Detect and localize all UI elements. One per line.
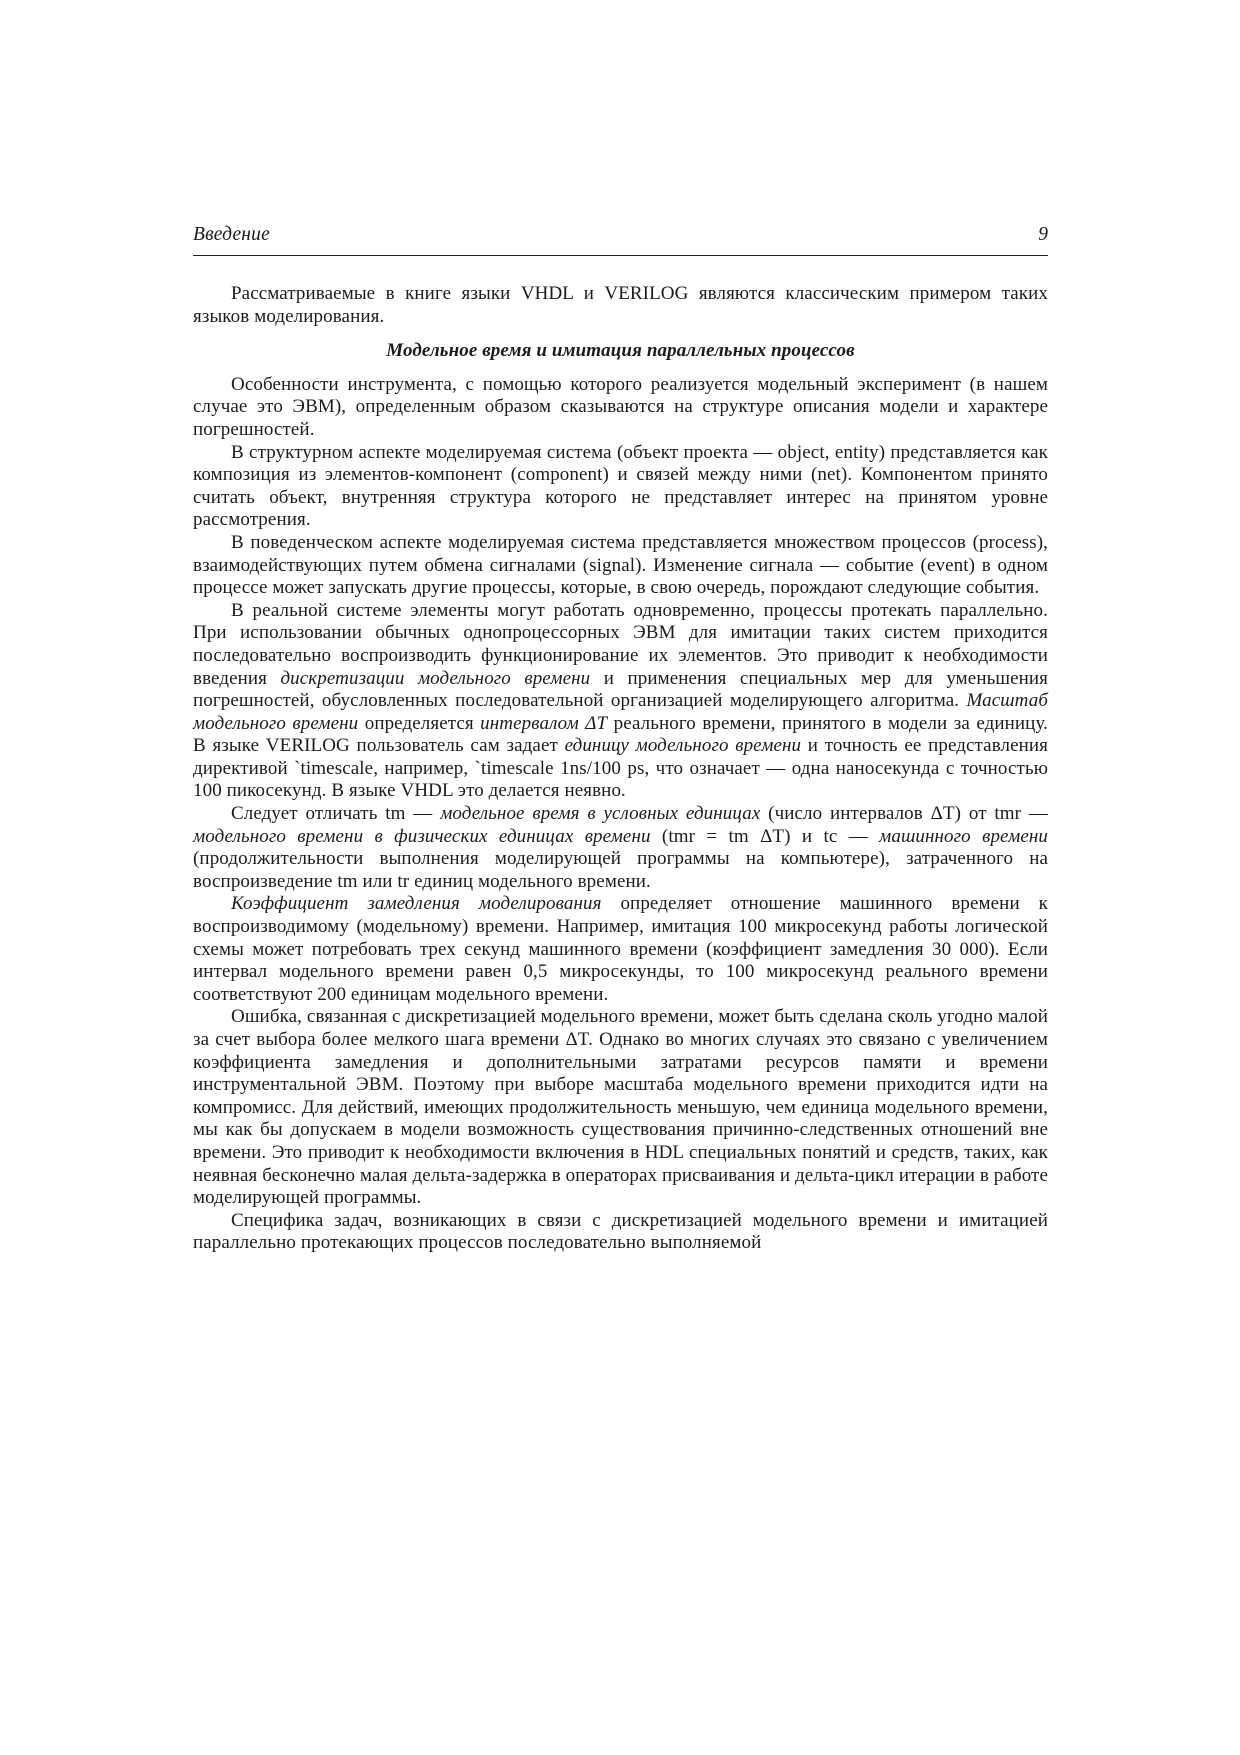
text-run: В поведенческом аспекте моделируемая система представляется множеством процессов (process), взаимодействующих путем обмена сигналами (signal). Изменение сигнала — событие (event) в одном процессе может запускать другие процессы, которые, в свою очередь, порождают следующие события. [193, 531, 1048, 599]
page-number: 9 [1038, 224, 1048, 245]
text-run: Модельное время и имитация параллельных процессов [386, 340, 855, 362]
text-run: машинного времени [879, 825, 1048, 847]
text-run: определяет отношение машинного времени к воспроизводимому (модельному) времени. Например, имитация 100 микросекунд работы логической схемы может потребовать трех секунд машинного времени (коэффициент замедления 30 000). Если интервал модельного времени равен 0,5 микросекунды, то 100 микросекунд реального времени соответствуют 200 единицам модельного времени. [193, 893, 1048, 1005]
text-column [193, 283, 1048, 1255]
text-run: В реальной системе элементы могут работать одновременно, процессы протекать параллельно. При использовании обычных однопроцессорных ЭВМ для имитации таких систем приходится последовательно воспроизводить функционирование их элементов. Это приводит к необходимости введения [193, 599, 1048, 689]
text-run: Коэффициент замедления моделирования [231, 893, 602, 915]
paragraph [193, 442, 1048, 532]
paragraph [193, 1006, 1048, 1209]
text-run: и применения специальных мер для уменьшения погрешностей, обусловленных последовательной организацией моделирующего алгоритма. [193, 667, 1049, 712]
running-header-title: Введение [193, 224, 270, 245]
text-run: В структурном аспекте моделируемая система (объект проекта — object, entity) представляется как композиция из элементов-компонент (component) и связей между ними (net). Компонентом принято считать объект, внутренняя структура которого не представляет интерес на принятом уровне рассмотрения. [193, 441, 1048, 531]
text-run: Рассматриваемые в книге языки VHDL и VERILOG являются классическим примером таких языков моделирования. [193, 283, 1048, 327]
text-run: Масштаб модельного времени [193, 690, 1048, 734]
paragraph [193, 283, 1048, 328]
text-run: определяется [358, 712, 481, 734]
text-run: Следует отличать tm — [231, 803, 441, 825]
text-run: модельное время в условных единицах [440, 803, 761, 825]
text-run: единицу модельного времени [564, 735, 802, 757]
text-run: Особенности инструмента, с помощью которого реализуется модельный эксперимент (в нашем случае это ЭВМ), определенным образом сказываются на структуре описания модели и характере погрешностей. [193, 373, 1048, 440]
paragraph [193, 803, 1048, 893]
text-run: Специфика задач, возникающих в связи с дискретизацией модельного времени и имитацией параллельно протекающих процессов последовательно выполняемой [193, 1209, 1048, 1254]
text-run: (число интервалов ΔT) от tmr — [760, 803, 1048, 825]
paragraph [193, 374, 1048, 442]
text-run: дискретизации модельного времени [280, 667, 591, 689]
paragraph [193, 600, 1048, 803]
text-run: Ошибка, связанная с дискретизацией модельного времени, может быть сделана сколь угодно малой за счет выбора более мелкого шага времени ΔT. Однако во многих случаях это связано с увеличением коэффициента замедления и дополнительными затратами ресурсов памяти и времени инструментальной ЭВМ. Поэтому при выборе масштаба модельного времени приходится идти на компромисс. Для действий, имеющих продолжительность меньшую, чем единица модельного времени, мы как бы допускаем в модели возможность существования причинно-следственных отношений вне времени. Это приводит к необходимости включения в HDL специальных понятий и средств, таких, как неявная бесконечно малая дельта-задержка в операторах присваивания и дельта-цикл итерации в работе моделирующей программы. [193, 1006, 1048, 1209]
text-run: модельного времени в физических единицах времени [193, 825, 651, 847]
text-run: реального времени, принятого в модели за единицу. В языке VERILOG пользователь сам задает [193, 712, 1048, 757]
paragraph [193, 532, 1048, 600]
text-run: (tmr = tm ΔT) и tc — [650, 825, 880, 847]
text-run: и точность ее представления директивой `timescale, например, `timescale 1ns/100 ps, что означает — одна наносекунда с точностью 100 пикосекунд. В языке VHDL это делается неявно. [193, 735, 1049, 802]
paragraph [193, 893, 1048, 1006]
running-header [193, 224, 1048, 256]
text-run: (продолжительности выполнения моделирующей программы на компьютере), затраченного на воспроизведение tm или tr единиц модельного времени. [193, 848, 1048, 892]
section-heading [193, 340, 1048, 363]
paragraph [193, 1210, 1048, 1255]
text-run: интервалом ΔT [480, 712, 608, 734]
